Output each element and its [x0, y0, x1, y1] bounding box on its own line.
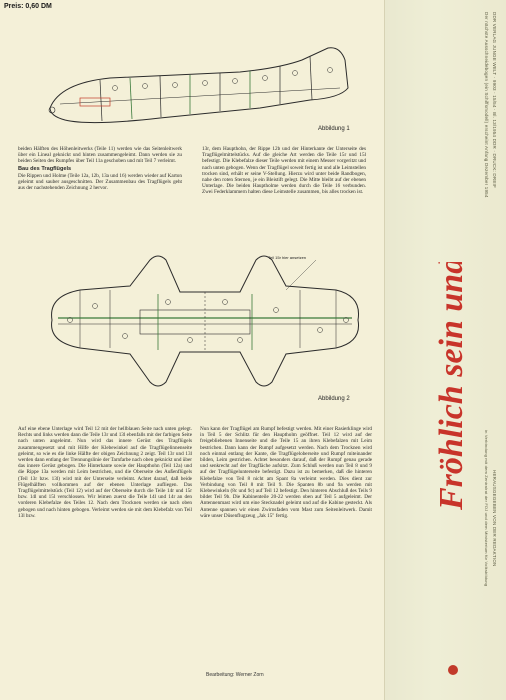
side-vertical-text-4: in Verbindung mit dem Zentralrat der FDJ und dem Ministerium für Volksbildung [484, 430, 489, 587]
paragraph: beiden Hälften des Höhenleitwerks (Teile 11) werden wie das Seitenleitwerk über ein Lineal geknickt und hinten zusammengeleimt. Dann werden sie zu beiden Seiten des Rumpfes über Teil 11a geschoben und mit Teil 7 verleimt. [18, 146, 182, 165]
text-column-bottom-left [18, 426, 192, 520]
price-label: Preis: 0,60 DM [4, 3, 52, 10]
paragraph: 13r, dem Haupthohn, der Rippe 12b und der Hinterkante der Unterseite des Tragflügelmittelstücks. Auf die gleiche Art werden die Teile 15r und 15l befestigt. Die Klebefalze dieser Teile werden mit einem Messer vorgeritzt und nach unten gebogen. Wenn der Tragflügel soweit fertig ist und alle Leimstellen trocken sind, erhält er seine V-Stellung. Hierzu wird unter beide Randbogen, nahe den roten Sternen, je ein Bleistift gelegt. Die Mitte bleibt auf der ebenen Unterlage. Die beiden Hauptholme werden durch die Teile 16 verbunden. Zwei Federklammern halten diese Leimstelle zusammen, bis alles trocken ist. [202, 146, 367, 196]
side-vertical-text-2: Der nächste Ausschneidebogen (ein Schiffsmodell) erscheint Anfang Dezember 1954 [484, 12, 489, 198]
figure-2-note: Teil 15r hier ansetzen [268, 255, 307, 260]
paragraph: Die Rippen und Holme (Teile 12a, 12b, 13a und 16) werden wieder auf Karton geleimt und sauber ausgeschnitten. Der Zusammenbau des Tragflügels geht aus der nachstehenden Zeichnung 2 hervor. [18, 172, 182, 192]
side-vertical-text-1: DDR VERLAG JUNGE WELT · 9903 · 15/54 · Bl. 13/1954 DDR · DRUCK: DREIF [492, 12, 497, 188]
text-column-top-right [202, 146, 366, 197]
credit-line: Bearbeitung: Werner Zorn [206, 672, 264, 678]
wing-diagram [40, 250, 370, 410]
side-title [418, 262, 488, 512]
fuselage-diagram [40, 38, 370, 138]
figure-2-caption: Abbildung 2 [318, 396, 350, 402]
side-title-text: Fröhlich sein und singen [433, 262, 470, 510]
paragraph: Nun kann der Tragflügel am Rumpf befestigt werden. Mit einer Rasierklinge wird in Teil 5 der Schlitz für den Hauptholm geöffnet. Teil 12 wird auf der freigebliebenen Innenseite und die Teile 15 an ihren Klebefalzen mit Leim bestrichen. Dann kann der Rumpf aufgesetzt werden. Nach dem Trocknen wird noch einmal entlang der Kante, die Tragflügeloberseite und Rumpf miteinander bilden, Leim gestrichen. Achtet besonders darauf, daß der Rumpf genau gerade und senkrecht auf der Tragfläche aufsitzt. Zum Schluß werden nun Teil 8 und 9 auf der Tragflügelunterseite befestigt. Dazu ist zu bemerken, daß die hinteren Klebefalze von Teil 8 nicht am Spant 8a verleimt werden. Dies dient zur Verbindung von Teil 8 mit Teil 9. Die Spanten 8b und 9a werden mit Klebewinkeln (8c und 9c) auf Teil 12 befestigt. Den hinteren Abschluß des Teils 9 bildet Teil 9b. Die Kabinenteile 20-22 werden oben auf Teil 5 aufgeleimt. Der Antennenmast wird um eine Stecknadel geleimt und auf die Kabine gesteckt. Als Antenne spannen wir einen Zwirnsfaden vom Mast zum Seitenleitwerk. Damit wäre unser Düsenflugzeug „Jak 15" fertig. [200, 426, 372, 519]
side-vertical-text-3: HERAUSGEGEBEN VON DER REDAKTION [492, 470, 497, 567]
figure-1-caption: Abbildung 1 [318, 126, 350, 132]
text-column-bottom-right [200, 426, 372, 520]
stamp-mark [448, 665, 458, 675]
section-heading: Bau des Tragflügels [18, 165, 72, 172]
text-column-top-left [18, 146, 182, 192]
paragraph: Auf eine ebene Unterlage wird Teil 12 mit der hellblauen Seite nach unten gelegt. Rechts und links werden dann die Teile 13r und 13l ebenfalls mit der farbigen Seite nach unten angeleimt. Nun wird das innere Gerüst des Tragflügels zusammengesetzt und mit Hilfe der Klebewinkel auf die Tragflügelinnenseite geleimt, so wie es die linke Hälfte der obigen Zeichnung 2 zeigt. Teil 13r und 13l werden dann entlang der Trennungslinie der Tarnfarbe nach oben geknickt und über das innere Gerüst gebogen. Die Hinterkante sowie der Haupthohn (Teil 12a) und die Rippe 13a werden mit Leim bestrichen, und die Oberseite des Außenflügels (Teil 13r bzw. 13l) wird mit der Unterseite verleimt. Achtet darauf, daß beide Flügelhälften vollkommen auf der ebenen Unterlage aufliegen. Das Tragflügelmittelstück (Teil 12) wird auf der Oberseite durch die Teile 14r und 15r bzw. 14l und 15l verschlossen. Wir leimen zuerst die Teile 14l und 14r an den vorderen Klebefalze des Teiles 12. Nach dem Trocknen werden sie nach oben gebogen und nach hinten gebogen. Verleimt werden sie mit dem Klebefalz von Teil 13l bzw. [18, 426, 192, 519]
